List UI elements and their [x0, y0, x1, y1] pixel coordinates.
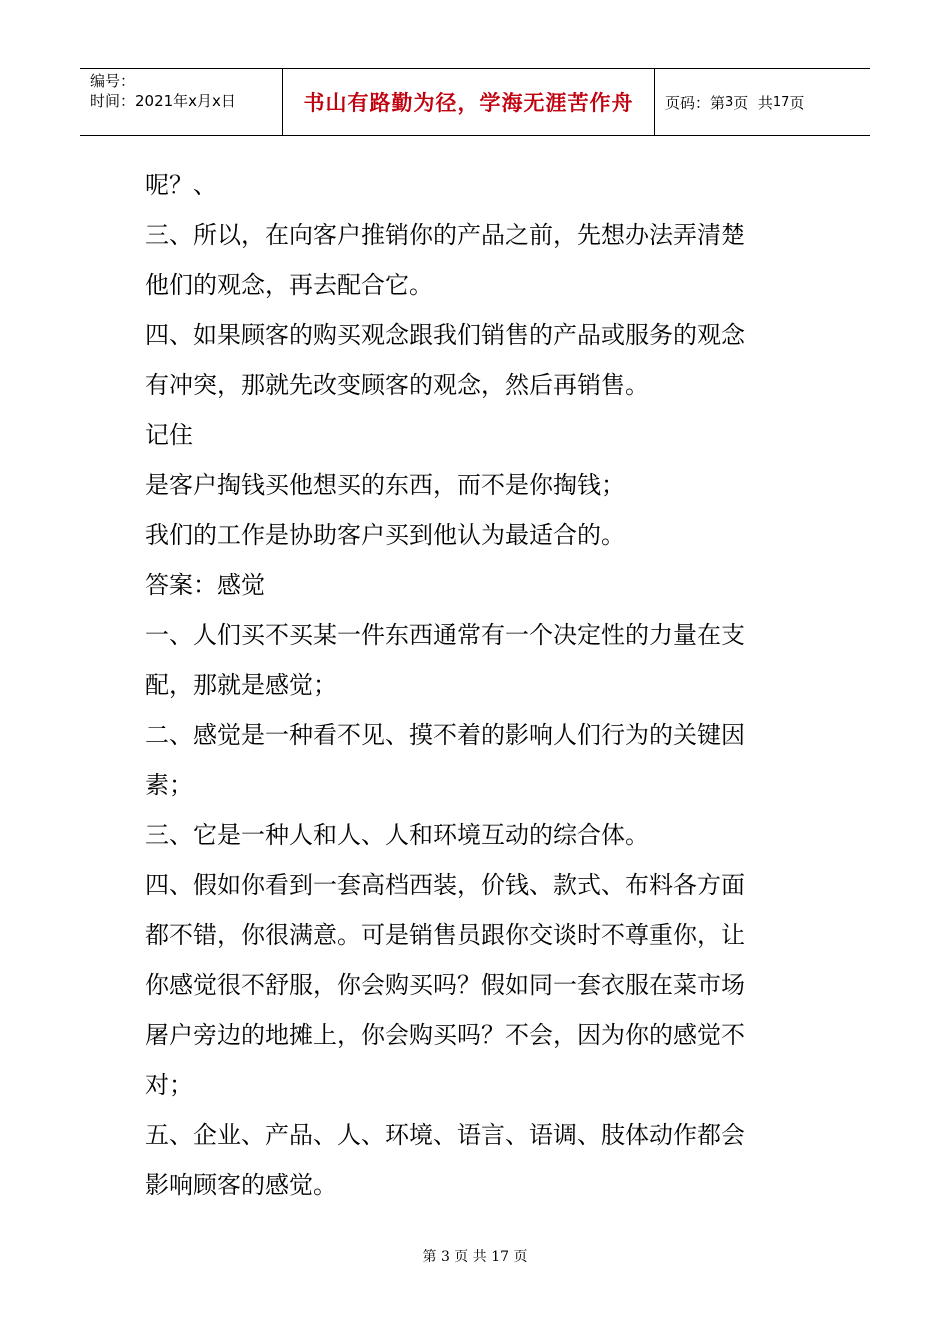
page-current: 3 [725, 94, 734, 110]
text-line: 四、如果顾客的购买观念跟我们销售的产品或服务的观念 [145, 321, 745, 349]
header-page-indicator [655, 69, 870, 135]
text-line: 有冲突，那就先改变顾客的观念，然后再销售。 [145, 371, 649, 399]
document-body [145, 160, 805, 1210]
header-meta [80, 69, 283, 135]
text-line: 三、它是一种人和人、人和环境互动的综合体。 [145, 821, 649, 849]
page-prefix: 页码：第 [665, 93, 726, 112]
text-line: 记住 [145, 421, 193, 449]
text-line: 一、人们买不买某一件东西通常有一个决定性的力量在支 [145, 621, 745, 649]
text-line: 他们的观念，再去配合它。 [145, 271, 433, 299]
text-line: 二、感觉是一种看不见、摸不着的影响人们行为的关键因 [145, 721, 745, 749]
page-footer: 第 3 页 共 17 页 [422, 1249, 528, 1265]
page-suffix: 页 [789, 93, 805, 112]
text-line: 我们的工作是协助客户买到他认为最适合的。 [145, 521, 625, 549]
header-motto: 书山有路勤为径，学海无涯苦作舟 [283, 69, 655, 135]
text-line: 四、假如你看到一套高档西装，价钱、款式、布料各方面 [145, 871, 745, 899]
document-number-label: 编号： [90, 72, 136, 90]
text-line: 五、企业、产品、人、环境、语言、语调、肢体动作都会 [145, 1121, 745, 1149]
document-time-label: 时间：2021年x月x日 [90, 92, 236, 110]
text-line: 三、所以，在向客户推销你的产品之前，先想办法弄清楚 [145, 221, 745, 249]
text-line: 呢？、 [145, 171, 217, 199]
text-line: 答案：感觉 [145, 571, 265, 599]
text-line: 素； [145, 771, 193, 799]
text-line: 你感觉很不舒服，你会购买吗？假如同一套衣服在菜市场 [145, 971, 745, 999]
page-header [80, 68, 870, 136]
text-line: 影响顾客的感觉。 [145, 1171, 337, 1199]
text-line: 屠户旁边的地摊上，你会购买吗？不会，因为你的感觉不 [145, 1021, 745, 1049]
text-line: 对； [145, 1071, 193, 1099]
text-line: 都不错，你很满意。可是销售员跟你交谈时不尊重你，让 [145, 921, 745, 949]
page-mid: 页 共 [733, 93, 773, 112]
page-total: 17 [772, 94, 790, 110]
text-line: 配，那就是感觉； [145, 671, 337, 699]
text-line: 是客户掏钱买他想买的东西，而不是你掏钱； [145, 471, 625, 499]
